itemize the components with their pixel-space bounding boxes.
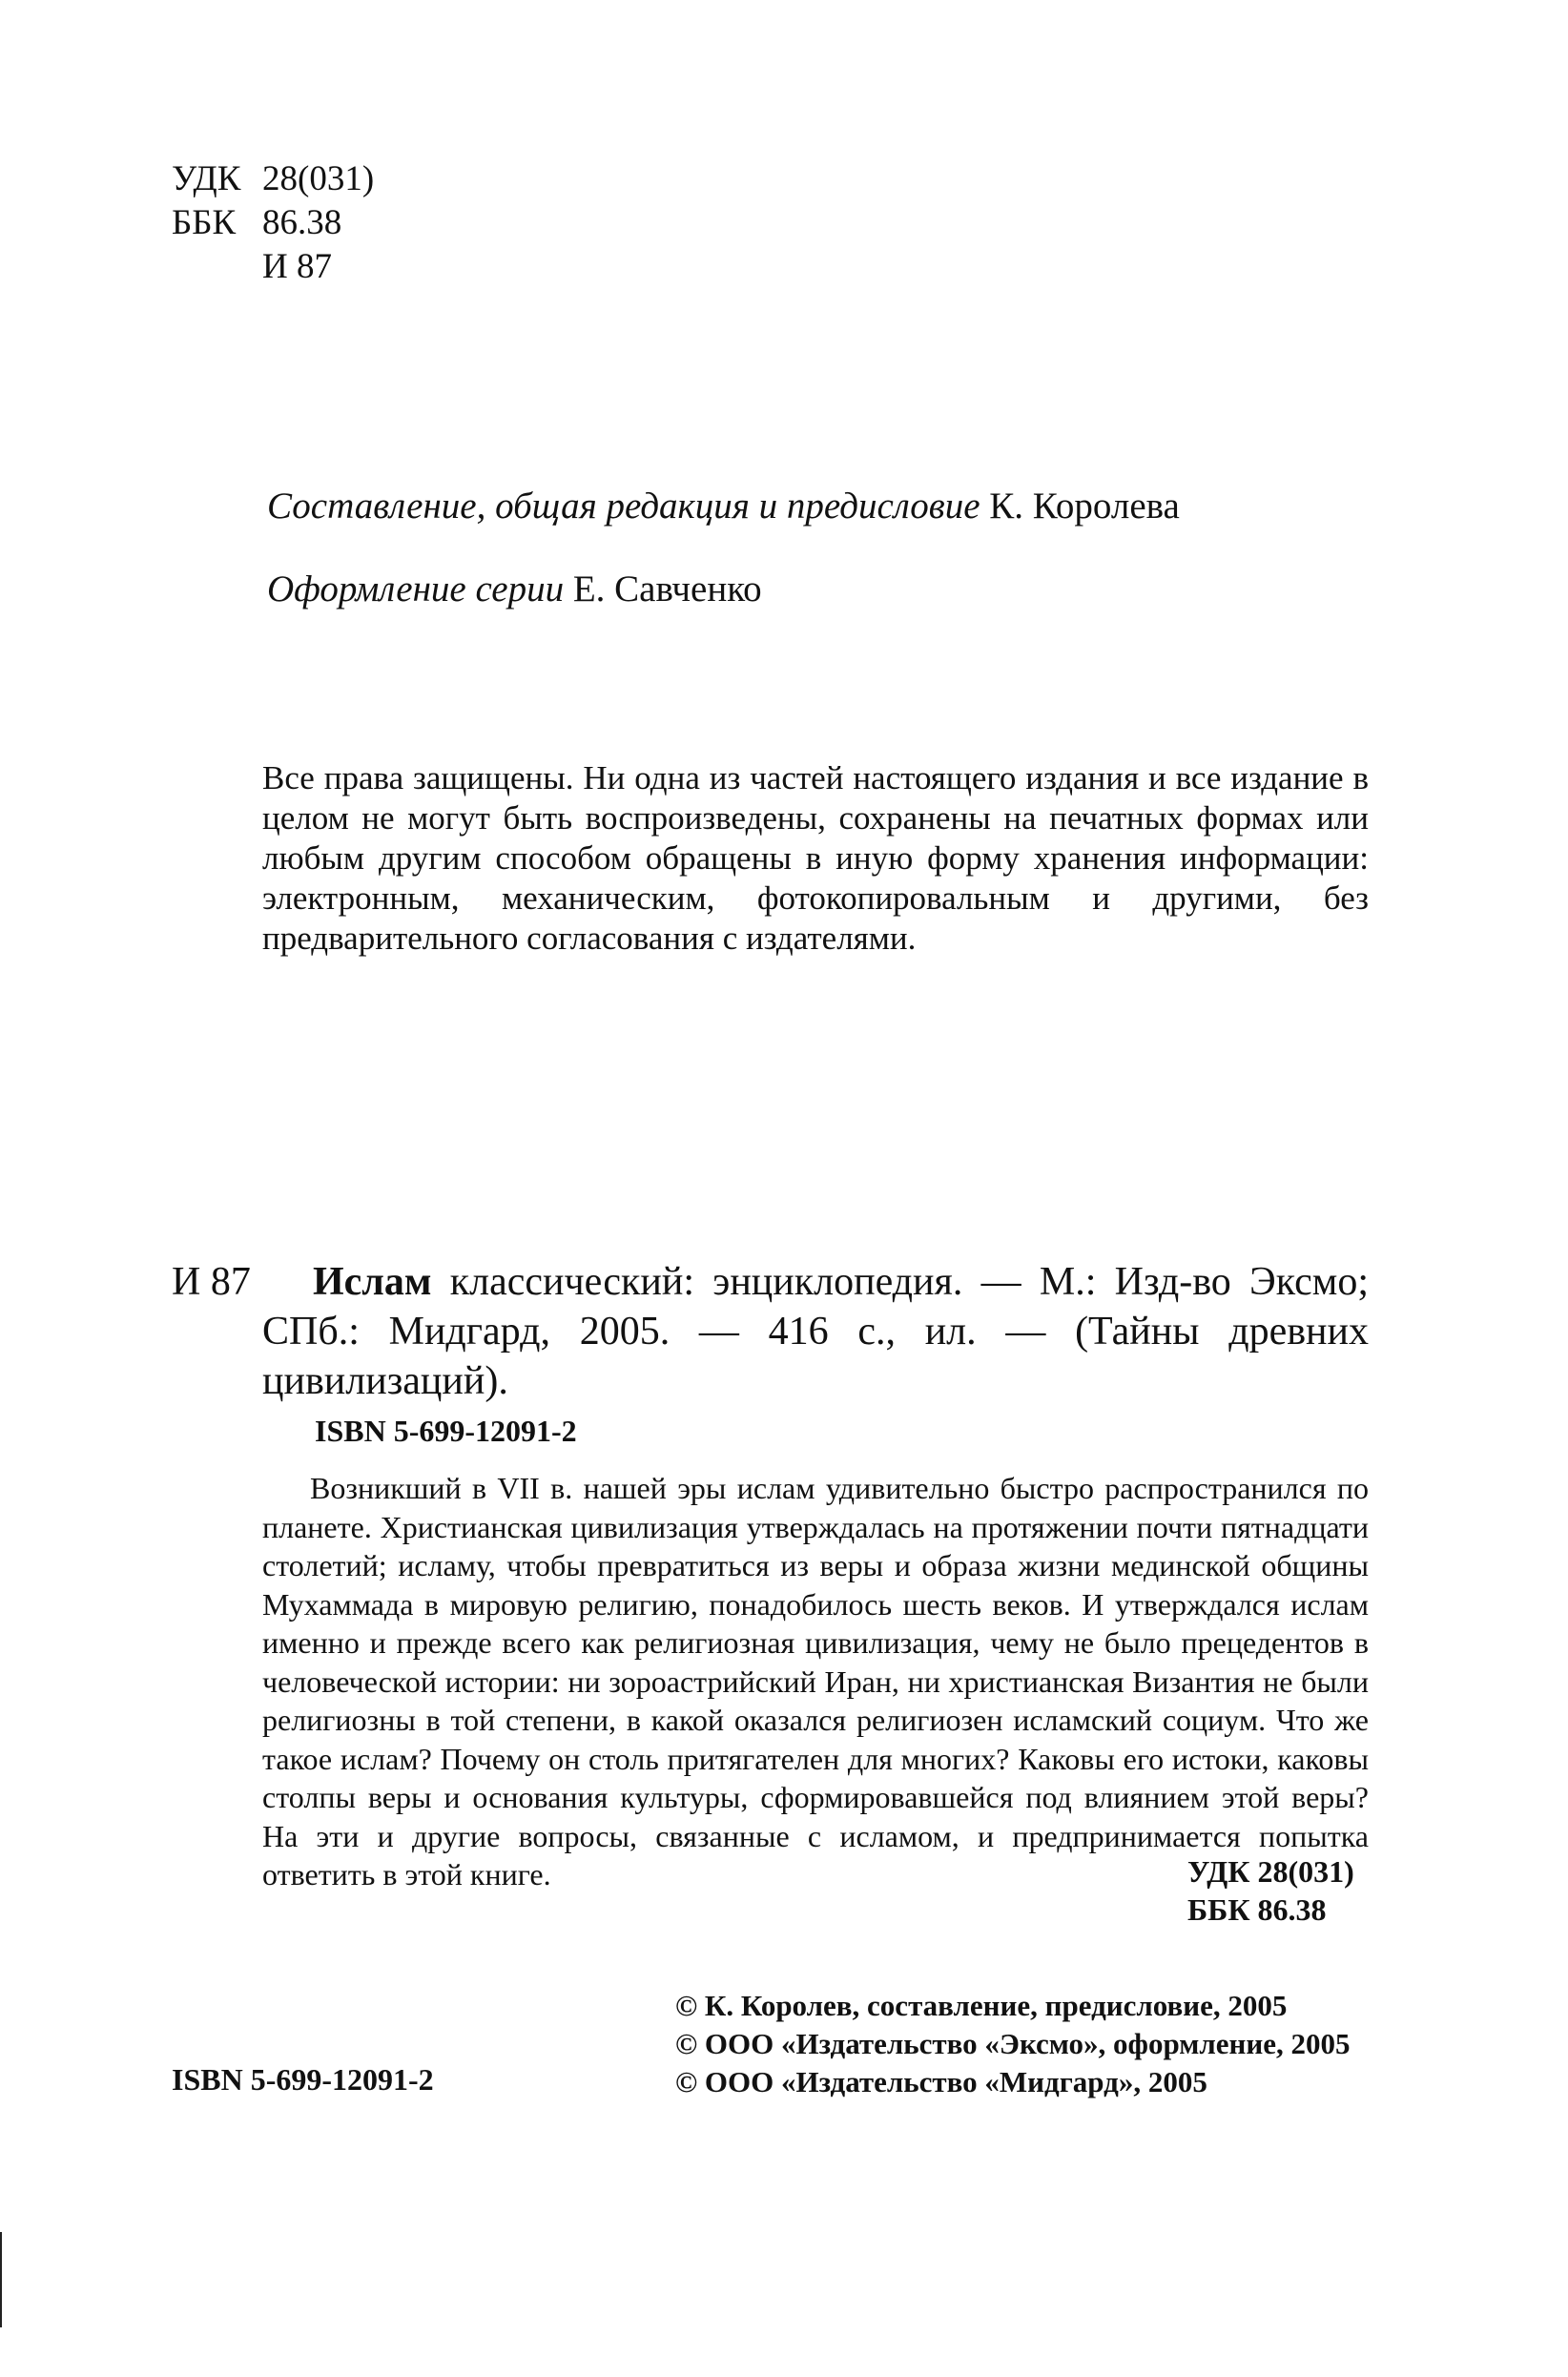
- bbk-label: ББК: [172, 203, 237, 242]
- compilation-credit: [267, 485, 1180, 527]
- compilation-name: К. Королева: [989, 486, 1180, 527]
- udk-label: УДК: [172, 159, 241, 198]
- footer-isbn: ISBN 5-699-12091-2: [172, 2062, 434, 2097]
- bbk-repeat: ББК 86.38: [1187, 1892, 1327, 1927]
- bbk-value: 86.38: [262, 203, 342, 242]
- design-label: Оформление серии: [267, 568, 565, 610]
- design-credit: [267, 568, 762, 610]
- udk-value: 28(031): [262, 159, 375, 198]
- design-name: Е. Савченко: [572, 568, 762, 610]
- bibliographic-entry: [172, 1257, 1369, 1406]
- entry-author-mark: И 87: [172, 1260, 251, 1304]
- copyright-line: © К. Королев, составление, предисловие, 2005: [675, 1989, 1288, 2022]
- author-mark: И 87: [262, 247, 332, 286]
- entry-isbn: ISBN 5-699-12091-2: [315, 1414, 577, 1448]
- classification-block: [172, 157, 374, 289]
- annotation: Возникший в VII в. нашей эры ислам удивительно быстро распространился по планете. Христианская цивилизация утверждалась на протяжении почти пятнадцати столетий; исламу, чтобы превратиться из веры и образа жизни мединской общины Мухаммада в мировую религию, понадобилось шесть веков. И утверждался ислам именно и прежде всего как религиозная цивилизация, чему не было прецедентов в человеческой истории: ни зороастрийский Иран, ни христианская Византия не были религиозны в той степени, в какой оказался религиозен исламский социум. Что же такое ислам? Почему он столь притягателен для многих? Каковы его истоки, каковы столпы веры и основания культуры, сформировавшейся под влиянием этой веры? На эти и другие вопросы, связанные с исламом, и предпринимается попытка ответить в этой книге.: [262, 1471, 1369, 1891]
- copyright-block: [675, 1987, 1350, 2101]
- udk-repeat: УДК 28(031): [1187, 1854, 1354, 1889]
- entry-description: классический: энциклопедия. — М.: Изд-во Эксмо; СПб.: Мидгард, 2005. — 416 с., ил. — (Тайны древних цивилизаций).: [262, 1260, 1369, 1403]
- copyright-line: © ООО «Издательство «Мидгард», 2005: [675, 2065, 1207, 2098]
- compilation-label: Составление, общая редакция и предисловие: [267, 486, 980, 527]
- copyright-line: © ООО «Издательство «Эксмо», оформление, 2005: [675, 2027, 1351, 2060]
- classification-repeat: [1187, 1852, 1354, 1929]
- scan-edge-line: [0, 2232, 2, 2327]
- entry-title: Ислам: [313, 1260, 432, 1304]
- rights-notice: Все права защищены. Ни одна из частей настоящего издания и все издание в целом не могут быть воспроизведены, сохранены на печатных формах или любым другим способом обращены в иную форму хранения информации: электронным, механическим, фотокопировальным и другими, без предварительного согласования с издателями.: [262, 759, 1369, 957]
